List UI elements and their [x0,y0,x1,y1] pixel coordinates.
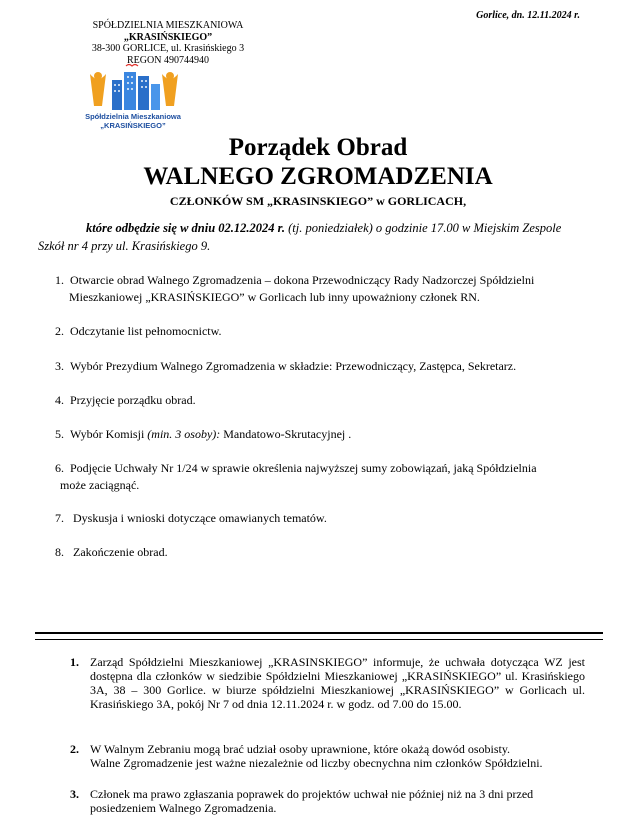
org-name-quoted: „KRASIŃSKIEGO” [123,31,213,43]
agenda-item-5 [55,426,595,443]
agenda-text: Podjęcie Uchwały Nr 1/24 w sprawie określenia najwyższej sumy zobowiązań, jaką Spółdzielnia [70,461,537,475]
agenda-item-6 [55,460,595,494]
agenda-text-after: Mandatowo-Skrutacyjnej . [220,427,352,441]
meeting-date: które odbędzie się w dniu 02.12.2024 r. [86,221,285,235]
agenda-item-7 [55,510,595,527]
meeting-intro [38,219,590,255]
agenda-number: 7. [55,511,64,525]
agenda-text: Otwarcie obrad Walnego Zgromadzenia – dokona Przewodniczący Rady Nadzorczej Spółdzielni [70,273,535,287]
note-2 [90,742,585,770]
agenda-text: Przyjęcie porządku obrad. [70,393,196,407]
agenda-text-italic: (min. 3 osoby): [147,427,221,441]
title-members: CZŁONKÓW SM „KRASINSKIEGO” w GORLICACH, [169,194,467,208]
title-assembly: WALNEGO ZGROMADZENIA [143,163,493,190]
agenda-number: 6. [55,461,64,475]
logo-text-line1: Spółdzielnia Mieszkaniowa [85,112,181,121]
agenda-number: 4. [55,393,64,407]
note-number-2: 2. [70,742,79,756]
agenda-number: 5. [55,427,64,441]
agenda-text: Zakończenie obrad. [70,545,168,559]
cooperative-logo [82,62,184,134]
agenda-text: Dyskusja i wnioski dotyczące omawianych tematów. [70,511,327,525]
agenda-item-2 [55,323,595,340]
agenda-item-8 [55,544,595,561]
agenda-number: 8. [55,545,64,559]
note-number-1: 1. [70,655,79,669]
org-regon: REGON 490744940 [127,54,209,66]
note-number-3: 3. [70,787,79,801]
agenda-text: Wybór Prezydium Walnego Zgromadzenia w składzie: Przewodniczący, Zastępca, Sekretarz. [70,359,517,373]
logo-text-line2: „KRASIŃSKIEGO” [100,121,166,130]
agenda-text: Odczytanie list pełnomocnictw. [70,324,222,338]
agenda-item-3 [55,358,595,375]
agenda-number: 2. [55,324,64,338]
agenda-item-4 [55,392,595,409]
note-2-line2: Walne Zgromadzenie jest ważne niezależnie od liczby obecnychna nim członków Spółdzielni. [90,756,543,770]
agenda-number: 1. [55,273,64,287]
agenda-number: 3. [55,359,64,373]
org-name: SPÓŁDZIELNIA MIESZKANIOWA [92,20,244,31]
note-1: Zarząd Spółdzielni Mieszkaniowej „KRASINSKIEGO” informuje, że uchwała dotycząca WZ jest dostępna dla członków w siedzibie Spółdzielni Mieszkaniowej „KRASIŃSKIEGO” ul. Krasińskiego 3A, 38 – 300 Gorlice. w biurze spółdzielni Mieszkaniowej „KRASIŃSKIEGO” w Gorlicach ul. Krasińskiego 3A, pokój Nr 7 od dnia 12.11.2024 r. w godz. od 7.00 do 15.00. [90,655,585,711]
place-date: Gorlice, dn. 12.11.2024 r. [476,10,580,21]
title-agenda: Porządek Obrad [228,134,408,161]
agenda-item-1 [55,272,595,306]
separator-rule [35,632,603,640]
note-3: Członek ma prawo zgłaszania poprawek do projektów uchwał nie później niż na 3 dni przed posiedzeniem Walnego Zgromadzenia. [90,787,534,815]
org-address: 38-300 GORLICE, ul. Krasińskiego 3 [91,43,245,54]
note-2-line1: W Walnym Zebraniu mogą brać udział osoby uprawnione, które okażą dowód osobisty. [90,742,511,756]
organization-header [78,20,258,66]
agenda-text-cont: może zaciągnąć. [60,478,140,492]
logo-caption [82,112,184,130]
agenda-text: Wybór Komisji [70,427,148,441]
meeting-details: (tj. poniedziałek) o godzinie 17.00 w Miejskim Zespole Szkół nr 4 przy ul. Krasińskiego 9. [38,221,562,253]
agenda-text-cont: Mieszkaniowej „KRASIŃSKIEGO” w Gorlicach lub inny upoważniony członek RN. [69,290,480,304]
